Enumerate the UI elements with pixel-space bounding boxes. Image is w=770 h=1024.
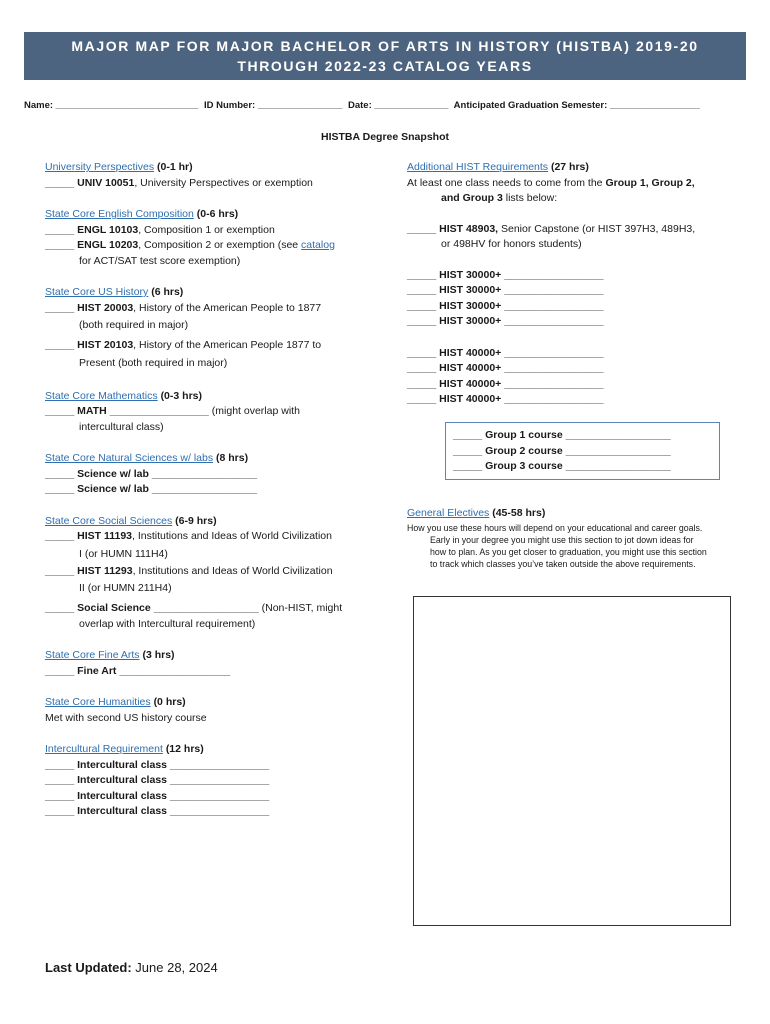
course-text: Senior Capstone (or HIST 397H3, 489H3,: [498, 222, 696, 235]
electives-note: how to plan. As you get closer to graduation, you might use this section: [430, 546, 707, 557]
group-1-course: Group 1 course __________________: [485, 429, 671, 441]
blank[interactable]: _____: [45, 564, 75, 577]
blank[interactable]: _____: [407, 299, 437, 312]
blank[interactable]: _____: [407, 284, 437, 296]
hours-label: (0 hrs): [153, 696, 186, 708]
section-general-electives: [407, 506, 737, 570]
course-text: HIST 30000+ _________________: [439, 299, 604, 312]
course-text: Intercultural class _________________: [77, 805, 270, 817]
natural-sciences-link[interactable]: State Core Natural Sciences w/ labs: [45, 452, 214, 464]
section-natural-sciences: [45, 451, 385, 498]
course-text: or 498HV for honors students): [441, 238, 582, 250]
course-text: , History of the American People to 1877: [133, 301, 322, 314]
course-text: , University Perspectives or exemption: [134, 176, 313, 189]
section-humanities: [45, 695, 385, 726]
course-text: , Composition 1 or exemption: [138, 223, 275, 236]
section-intercultural: [45, 742, 385, 820]
date-field[interactable]: Date: ______________: [348, 100, 449, 111]
fine-arts-link[interactable]: State Core Fine Arts: [45, 649, 140, 661]
electives-note: How you use these hours will depend on your educational and career goals.: [407, 522, 703, 533]
blank[interactable]: _____: [45, 339, 75, 351]
humanities-link[interactable]: State Core Humanities: [45, 696, 151, 708]
university-perspectives-link[interactable]: University Perspectives: [45, 161, 155, 173]
last-updated-date: June 28, 2024: [131, 960, 218, 975]
course-text: , Institutions and Ideas of World Civilization: [132, 530, 332, 542]
blank[interactable]: _____: [407, 268, 437, 281]
course-text: HIST 40000+ _________________: [439, 346, 604, 359]
capstone-item: [407, 222, 737, 253]
course-text: HIST 40000+ _________________: [439, 362, 604, 374]
right-column: [407, 160, 737, 408]
course-code: ENGL 10103: [77, 223, 139, 236]
hours-label: (6-9 hrs): [175, 514, 217, 527]
course-code: Social Science __________________: [77, 602, 259, 614]
hours-label: (0-6 hrs): [196, 208, 239, 220]
intercultural-link[interactable]: Intercultural Requirement: [45, 743, 163, 755]
course-text: (Non-HIST, might: [258, 602, 343, 614]
course-text: Intercultural class _________________: [77, 758, 270, 771]
mathematics-link[interactable]: State Core Mathematics: [45, 389, 158, 402]
course-text: Intercultural class _________________: [77, 789, 270, 802]
blank[interactable]: _____: [453, 429, 483, 441]
course-text: , Composition 2 or exemption (see: [138, 239, 302, 251]
blank[interactable]: _____: [45, 805, 75, 817]
section-fine-arts: [45, 648, 385, 679]
hours-label: (45-58 hrs): [492, 507, 546, 519]
course-text: Science w/ lab __________________: [77, 483, 257, 495]
course-code: ENGL 10203: [77, 239, 139, 251]
course-text: Present (both required in major): [79, 356, 228, 369]
course-text: , History of the American People 1877 to: [133, 339, 322, 351]
course-code: HIST 11293: [77, 564, 133, 577]
blank[interactable]: _____: [45, 602, 75, 614]
course-code: HIST 48903,: [439, 222, 499, 235]
course-text: (might overlap with: [208, 405, 300, 417]
blank[interactable]: _____: [45, 789, 75, 802]
student-info-line: [24, 100, 746, 111]
blank[interactable]: _____: [407, 393, 437, 405]
hist-40000-list: [407, 346, 737, 408]
section-social-sciences: [45, 514, 385, 633]
catalog-link[interactable]: catalog: [301, 239, 335, 251]
course-text: Fine Art ___________________: [77, 664, 231, 677]
social-sciences-link[interactable]: State Core Social Sciences: [45, 514, 173, 527]
blank[interactable]: _____: [45, 301, 75, 314]
blank[interactable]: _____: [45, 664, 75, 677]
hours-label: (6 hrs): [151, 286, 184, 298]
section-mathematics: [45, 389, 385, 436]
group-2-course: Group 2 course __________________: [485, 444, 671, 457]
blank[interactable]: _____: [45, 483, 75, 495]
blank[interactable]: _____: [453, 460, 483, 472]
name-field[interactable]: Name: ___________________________: [24, 100, 199, 111]
us-history-link[interactable]: State Core US History: [45, 286, 149, 298]
blank[interactable]: _____: [407, 377, 437, 390]
snapshot-title: HISTBA Degree Snapshot: [321, 131, 449, 143]
course-text: for ACT/SAT test score exemption): [79, 254, 241, 267]
blank[interactable]: _____: [407, 362, 437, 374]
course-text: HIST 30000+ _________________: [439, 268, 604, 281]
english-composition-link[interactable]: State Core English Composition: [45, 208, 194, 220]
course-text: Science w/ lab __________________: [77, 467, 257, 480]
course-code: UNIV 10051: [77, 176, 135, 189]
blank[interactable]: _____: [45, 223, 75, 236]
graduation-semester-field[interactable]: Anticipated Graduation Semester: _________________: [453, 100, 700, 111]
course-text: overlap with Intercultural requirement): [79, 617, 256, 630]
course-text: HIST 40000+ _________________: [439, 393, 604, 405]
intro-text: lists below:: [502, 192, 558, 204]
intro-text: Group 1, Group 2,: [605, 176, 695, 189]
course-text: Intercultural class _________________: [77, 774, 270, 786]
section-university-perspectives: [45, 160, 385, 191]
course-text: HIST 40000+ _________________: [439, 377, 604, 390]
intro-text: At least one class needs to come from the: [407, 176, 606, 189]
blank[interactable]: _____: [45, 530, 75, 542]
group-3-course: Group 3 course __________________: [485, 460, 671, 472]
course-text: HIST 30000+ _________________: [439, 315, 604, 327]
section-english: [45, 207, 385, 269]
course-code: HIST 11193: [77, 530, 132, 542]
blank[interactable]: _____: [45, 758, 75, 771]
header-line-1: MAJOR MAP FOR MAJOR BACHELOR OF ARTS IN HISTORY (HISTBA) 2019-20: [71, 38, 699, 54]
hours-label: (12 hrs): [165, 743, 204, 755]
hours-label: (27 hrs): [550, 161, 589, 173]
last-updated: [45, 960, 218, 975]
section-us-history: [45, 285, 385, 373]
course-code: HIST 20003: [77, 301, 134, 314]
course-code: MATH _________________: [77, 405, 209, 417]
blank[interactable]: _____: [45, 176, 75, 189]
hours-label: (0-3 hrs): [160, 389, 202, 402]
course-code: HIST 20103: [77, 339, 134, 351]
electives-notes-box[interactable]: [413, 596, 731, 926]
page-header-banner: [24, 32, 746, 80]
course-text: Met with second US history course: [45, 711, 207, 724]
blank[interactable]: _____: [45, 774, 75, 786]
blank[interactable]: _____: [45, 405, 75, 417]
course-text: , Institutions and Ideas of World Civilization: [132, 564, 333, 577]
blank[interactable]: _____: [453, 444, 483, 457]
hours-label: (0-1 hr): [157, 161, 193, 173]
section-additional-hist: [407, 160, 737, 207]
left-column: [45, 160, 385, 820]
course-text: I (or HUMN 111H4): [79, 547, 168, 560]
blank[interactable]: _____: [45, 467, 75, 480]
general-electives-link[interactable]: General Electives: [407, 507, 490, 519]
course-text: intercultural class): [79, 420, 164, 433]
blank[interactable]: _____: [407, 346, 437, 359]
hours-label: (8 hrs): [216, 452, 249, 464]
electives-note: to track which classes you’ve taken outside the above requirements.: [430, 558, 696, 569]
header-line-2: THROUGH 2022-23 CATALOG YEARS: [237, 58, 533, 74]
electives-note: Early in your degree you might use this section to jot down ideas for: [430, 534, 694, 545]
intro-text: and Group 3: [441, 192, 503, 204]
course-text: HIST 30000+ _________________: [439, 284, 604, 296]
group-courses-box: [445, 422, 720, 480]
blank[interactable]: _____: [45, 239, 75, 251]
last-updated-label: Last Updated:: [45, 960, 132, 975]
hours-label: (3 hrs): [142, 649, 175, 661]
blank[interactable]: _____: [407, 222, 437, 235]
course-text: II (or HUMN 211H4): [79, 582, 172, 594]
blank[interactable]: _____: [407, 315, 437, 327]
id-number-field[interactable]: ID Number: ________________: [203, 100, 343, 111]
course-text: (both required in major): [79, 319, 189, 331]
hist-30000-list: [407, 268, 737, 330]
additional-hist-link[interactable]: Additional HIST Requirements: [407, 161, 549, 173]
